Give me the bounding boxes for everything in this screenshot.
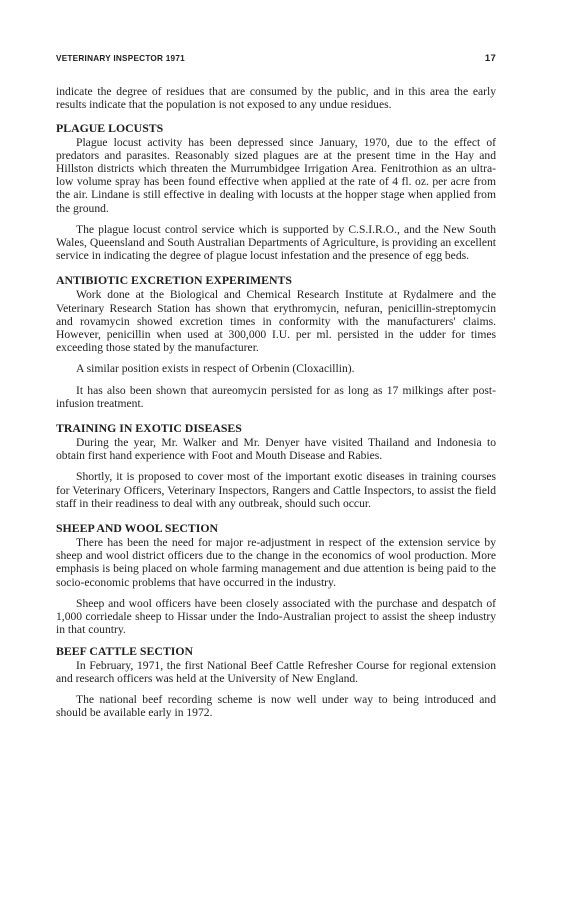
paragraph: There has been the need for major re-adjustment in respect of the extension service by sheep and wool district officers due to the change in the economics of wool production. More emphasis is being placed on whole farming management and due attention is being paid to the socio-economic problems that have occurred in the industry.	[56, 536, 496, 589]
paragraph: It has also been shown that aureomycin persisted for as long as 17 milkings after post-infusion treatment.	[56, 383, 496, 410]
paragraph: In February, 1971, the first National Beef Cattle Refresher Course for regional extension and research officers was held at the University of New England.	[56, 658, 496, 685]
paragraph: Shortly, it is proposed to cover most of the important exotic diseases in training courses for Veterinary Officers, Veterinary Inspectors, Rangers and Cattle Inspectors, to assist the field staff in their readiness to deal with any outbreak, should such occur.	[56, 470, 496, 510]
paragraph: The plague locust control service which is supported by C.S.I.R.O., and the New South Wales, Queensland and South Australian Departments of Agriculture, is providing an excellent service in indicating the degree of plague locust infestation and the presence of egg beds.	[56, 222, 496, 263]
section-heading: TRAINING IN EXOTIC DISEASES	[56, 421, 242, 436]
running-header	[56, 52, 496, 65]
paragraph: Plague locust activity has been depressed since January, 1970, due to the effect of predators and parasites. Reasonably sized plagues are at the present time in the Hay and Hillston districts which threaten the Murrumbidgee Irrigation Area. Fenitrothion as an ultra-low volume spray has been found effective when applied at the rate of 4 fl. oz. per acre from the air. Lindane is still effective in dealing with locusts at the hopper stage when applied from the ground.	[56, 135, 496, 215]
paragraph: The national beef recording scheme is now well under way to being introduced and should be available early in 1972.	[56, 692, 496, 720]
paragraph: Sheep and wool officers have been closely associated with the purchase and despatch of 1,000 corriedale sheep to Hissar under the Indo-Australian project to assist the sheep industry in that country.	[56, 596, 496, 637]
section-heading: BEEF CATTLE SECTION	[56, 643, 194, 658]
section-plague-locusts	[56, 121, 496, 263]
running-title: VETERINARY INSPECTOR 1971	[56, 54, 185, 63]
section-sheep-and-wool	[56, 521, 496, 636]
document-page	[56, 52, 496, 730]
section-heading: ANTIBIOTIC EXCRETION EXPERIMENTS	[56, 273, 292, 288]
section-antibiotic-excretion	[56, 273, 496, 410]
paragraph: A similar position exists in respect of Orbenin (Cloxacillin).	[76, 362, 355, 376]
paragraph: Work done at the Biological and Chemical Research Institute at Rydalmere and the Veterinary Research Station has shown that erythromycin, nefuran, penicillin-streptomycin and rovamycin showed excretion times in conformity with the manufacturers' claims. However, penicillin when used at 300,000 I.U. per ml. persisted in the udder for times exceeding those stated by the manufacturer.	[56, 288, 496, 355]
section-heading: SHEEP AND WOOL SECTION	[56, 521, 219, 536]
section-heading: PLAGUE LOCUSTS	[56, 120, 164, 135]
paragraph: During the year, Mr. Walker and Mr. Denyer have visited Thailand and Indonesia to obtain first hand experience with Foot and Mouth Disease and Rabies.	[56, 436, 496, 463]
intro-paragraph: indicate the degree of residues that are consumed by the public, and in this area the early results indicate that the population is not exposed to any undue residues.	[56, 85, 496, 112]
page-number: 17	[484, 53, 496, 64]
section-beef-cattle	[56, 644, 496, 720]
section-exotic-diseases-training	[56, 421, 496, 510]
